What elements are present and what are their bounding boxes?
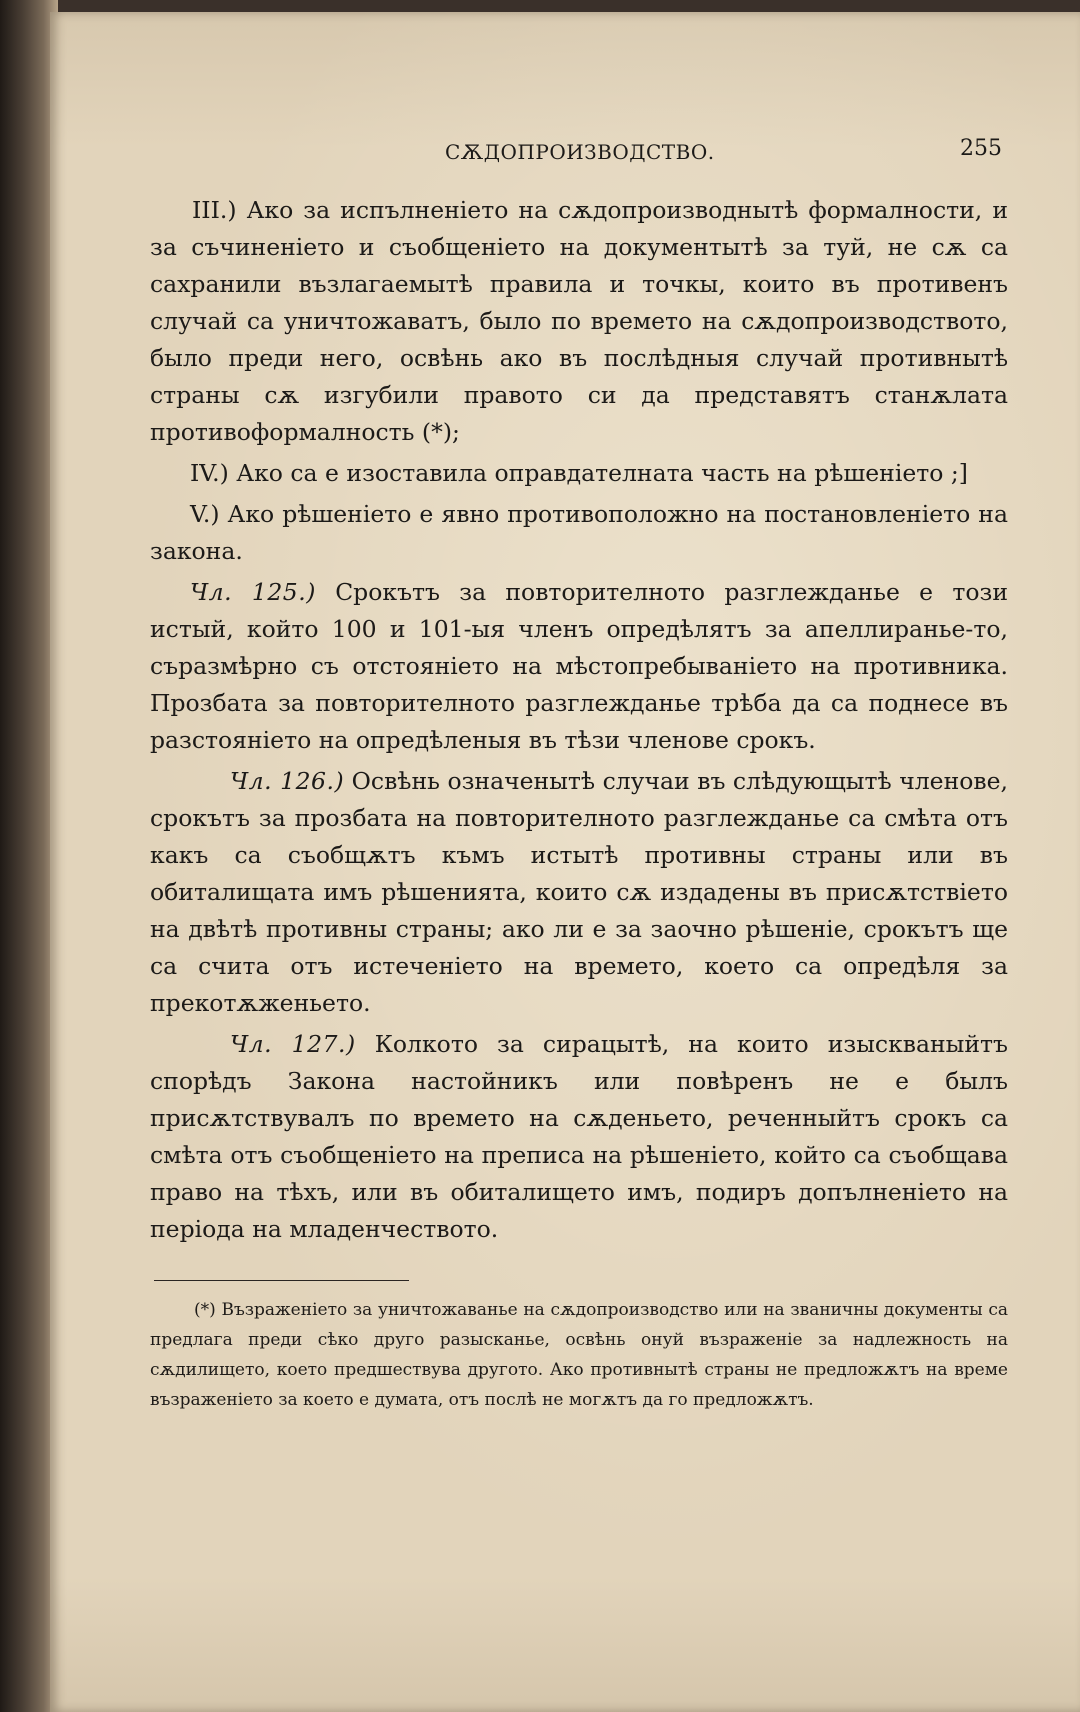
paragraph-iii-text: Ако за испълненіето на сѫдопроизводнытѣ формалности, и за съчиненіето и съобщеніето на документытѣ за туй, не сѫ са сахранили възлагаемытѣ правила и точкы, които въ противенъ случай са уничтожаватъ, было по времето на сѫдопроизводството, было преди него, освѣнь ако въ послѣдныя случай противнытѣ страны сѫ изгубили правото си да представятъ станѫлата противоформалность (*); <box>150 196 1008 446</box>
article-127-text: Колкото за сирацытѣ, на които изыскваныйтъ спорѣдъ Закона настойникъ или повѣренъ не е былъ присѫтствувалъ по времето на сѫденьето, реченныйтъ срокъ са смѣта отъ съобщеніето на преписа на рѣшеніето, който са съобщава право на тѣхъ, или въ обиталището имъ, подиръ допълненіето на періода на младенчеството. <box>150 1030 1008 1243</box>
page-content <box>150 130 1008 1415</box>
footnote: (*) Възраженіето за уничтожаванье на сѫдопроизводство или на званичны документы са предлага преди сѣко друго разысканье, освѣнь онуй възраженіе за надлежность на сѫдилището, което предшествува другото. Ако противнытѣ страны не предложѫтъ на време възраженіето за което е думата, отъ послѣ не могѫтъ да го предложѫтъ. <box>150 1300 1008 1410</box>
running-title: СѪДОПРОИЗВОДСТВО. <box>445 140 715 164</box>
article-127-label: Чл. 127.) <box>230 1030 356 1058</box>
article-127 <box>150 1026 1008 1248</box>
article-126-text: Освѣнь означенытѣ случаи въ слѣдующытѣ членове, срокътъ за прозбата на повторителното разглежданье са смѣта отъ какъ са съобщѫтъ къмъ истытѣ противны страны или въ обиталищата имъ рѣшенията, които сѫ издадены въ присѫтствіето на двѣтѣ противны страны; ако ли е за заочно рѣшеніе, срокътъ ще са счита отъ истеченіето на времето, което са опредѣля за прекотѫженьето. <box>150 767 1008 1017</box>
footnote-rule <box>154 1280 409 1281</box>
article-125-text: Срокътъ за повторителното разглежданье е този истый, който 100 и 101-ыя членъ опредѣлятъ за апеллиранье-то, съразмѣрно съ отстояніето на мѣстопребываніето на противника. Прозбата за повторителното разглежданье трѣба да са поднесе въ разстояніето на опредѣленыя въ тѣзи членове срокъ. <box>150 578 1008 754</box>
paragraph-iv <box>150 455 1008 492</box>
running-head <box>150 130 1008 170</box>
article-125 <box>150 574 1008 759</box>
paragraph-iii <box>150 192 1008 451</box>
paragraph-v-text: Ако рѣшеніето е явно противоположно на постановленіето на закона. <box>150 500 1008 565</box>
paragraph-iii-label: III.) <box>192 196 237 224</box>
book-page <box>50 12 1080 1712</box>
paragraph-iv-text: Ако са е изоставила оправдателната часть на рѣшеніето ;] <box>236 459 968 487</box>
article-125-label: Чл. 125.) <box>190 578 316 606</box>
paragraph-v <box>150 496 1008 570</box>
paragraph-iv-label: IV.) <box>190 459 229 487</box>
paragraph-v-label: V.) <box>190 500 220 528</box>
page-number: 255 <box>960 136 1002 161</box>
article-126 <box>150 763 1008 1022</box>
article-126-label: Чл. 126.) <box>230 767 345 795</box>
